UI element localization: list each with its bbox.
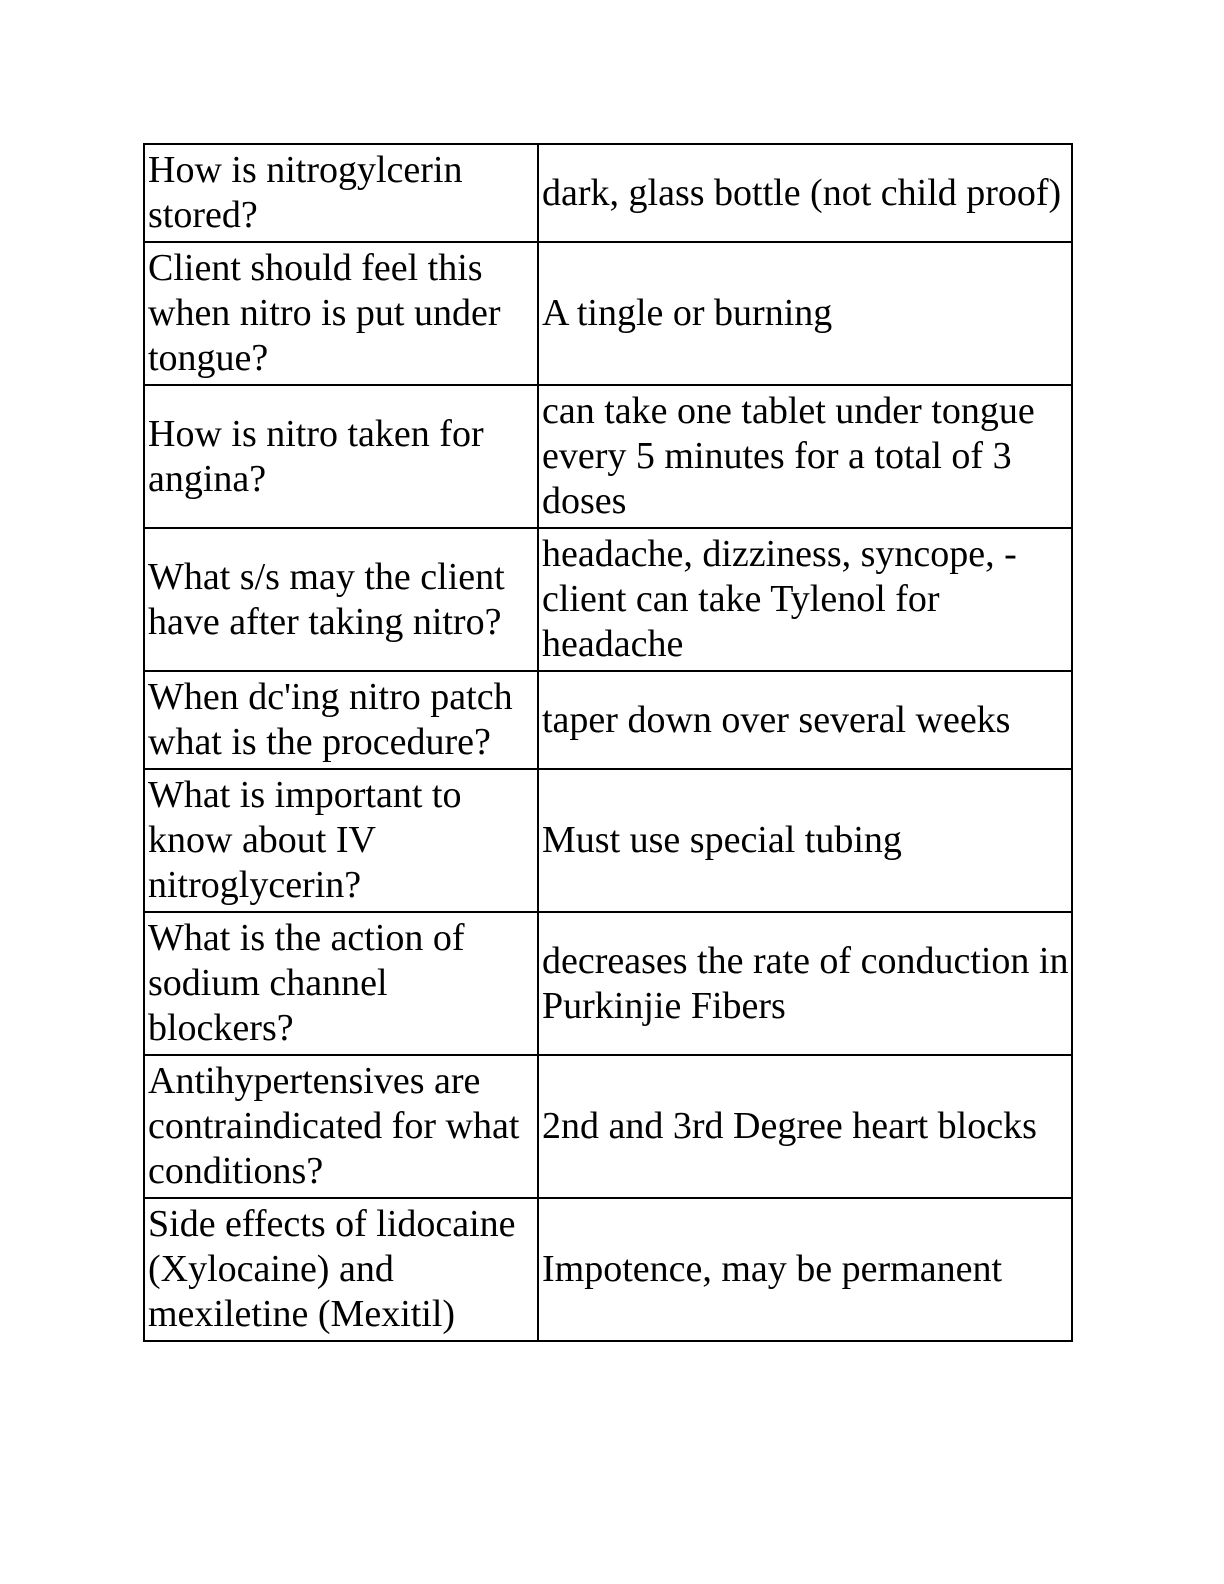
table-row bbox=[144, 671, 1072, 769]
table-row bbox=[144, 242, 1072, 385]
answer-cell: dark, glass bottle (not child proof) bbox=[538, 144, 1072, 242]
question-cell: How is nitrogylcerin stored? bbox=[144, 144, 538, 242]
answer-cell: Must use special tubing bbox=[538, 769, 1072, 912]
question-cell: When dc'ing nitro patch what is the procedure? bbox=[144, 671, 538, 769]
answer-cell: A tingle or burning bbox=[538, 242, 1072, 385]
answer-cell: can take one tablet under tongue every 5 minutes for a total of 3 doses bbox=[538, 385, 1072, 528]
question-cell: Side effects of lidocaine (Xylocaine) and mexiletine (Mexitil) bbox=[144, 1198, 538, 1341]
table-row bbox=[144, 1198, 1072, 1341]
table-row bbox=[144, 528, 1072, 671]
question-cell: What is the action of sodium channel blockers? bbox=[144, 912, 538, 1055]
question-cell: How is nitro taken for angina? bbox=[144, 385, 538, 528]
answer-cell: Impotence, may be permanent bbox=[538, 1198, 1072, 1341]
question-cell: What s/s may the client have after taking nitro? bbox=[144, 528, 538, 671]
answer-cell: 2nd and 3rd Degree heart blocks bbox=[538, 1055, 1072, 1198]
answer-cell: taper down over several weeks bbox=[538, 671, 1072, 769]
table-row bbox=[144, 1055, 1072, 1198]
flashcard-table bbox=[143, 143, 1073, 1342]
table-row bbox=[144, 144, 1072, 242]
question-cell: Antihypertensives are contraindicated for what conditions? bbox=[144, 1055, 538, 1198]
answer-cell: headache, dizziness, syncope, -client can take Tylenol for headache bbox=[538, 528, 1072, 671]
table-row bbox=[144, 769, 1072, 912]
question-cell: What is important to know about IV nitroglycerin? bbox=[144, 769, 538, 912]
table-row bbox=[144, 385, 1072, 528]
question-cell: Client should feel this when nitro is put under tongue? bbox=[144, 242, 538, 385]
answer-cell: decreases the rate of conduction in Purkinjie Fibers bbox=[538, 912, 1072, 1055]
table-row bbox=[144, 912, 1072, 1055]
